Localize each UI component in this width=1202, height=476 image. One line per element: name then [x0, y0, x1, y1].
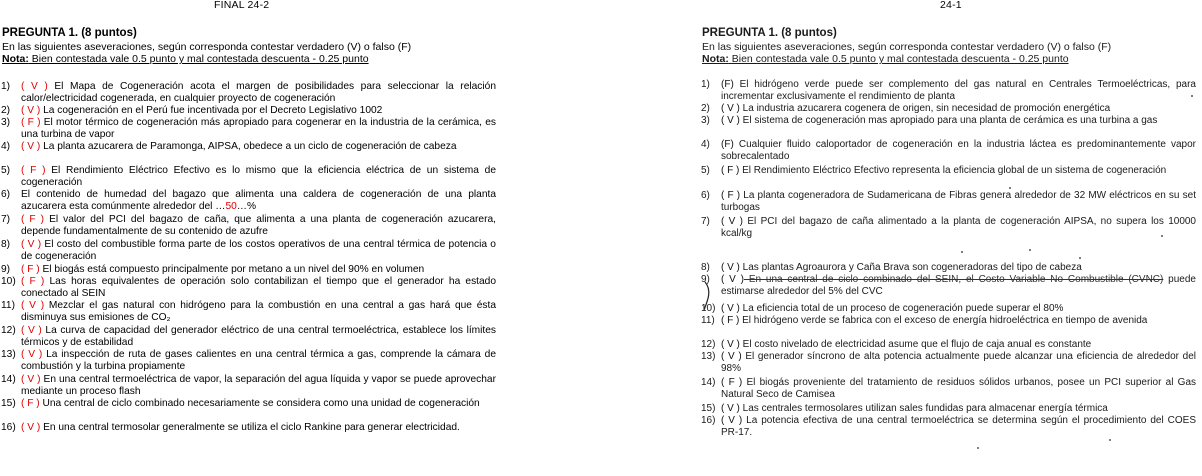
fill-answer: 50	[225, 201, 237, 213]
statement-number: 8)	[701, 262, 710, 273]
answer-mark: ( V )	[721, 262, 740, 273]
answer-mark: ( F )	[721, 377, 743, 388]
statement-text	[721, 262, 1196, 274]
statement-text	[21, 398, 496, 410]
statement-text	[721, 115, 1196, 127]
statement-body: En una central termosolar generalmente se utiliza el ciclo Rankine para generar electricidad.	[40, 422, 460, 433]
statement-number: 15)	[701, 403, 716, 414]
statement-text	[21, 264, 496, 276]
statement-item	[1, 264, 496, 276]
statement-body: El hidrógeno verde puede ser complemento del gas natural en Centrales Termoeléctricas, para incrementar exclusivamente el rendimiento de planta	[721, 79, 1196, 103]
exam-title: 24-1	[940, 0, 962, 11]
statement-item	[1, 189, 496, 214]
statement-number: 3)	[701, 115, 710, 126]
statement-body: El motor térmico de cogeneración más apropiado para cogenerar en la industria de la cerámica, es una turbina de vapor	[21, 117, 496, 141]
statement-text	[721, 190, 1196, 215]
question-title: PREGUNTA 1. (8 puntos)	[702, 27, 837, 39]
statement-text	[721, 165, 1196, 177]
answer-mark: ( F )	[21, 276, 45, 287]
statement-item	[1, 300, 496, 325]
statement-item	[701, 139, 1196, 164]
statement-number: 16)	[701, 415, 716, 426]
statement-body: puede estimarse alrededor del 5% del CVC	[721, 274, 1196, 298]
statement-number: 12)	[701, 339, 716, 350]
fill-suffix: …%	[236, 201, 257, 213]
statement-body: El biogás proveniente del tratamiento de residuos sólidos urbanos, posee un PCI superior al Gas Natural Seco de Camisea	[721, 377, 1197, 401]
statement-body: La cogeneración en el Perú fue incentivada por el Decreto Legislativo 1002	[40, 105, 383, 116]
statement-number: 6)	[701, 190, 710, 201]
statement-item	[1, 349, 496, 374]
statement-item	[1, 239, 496, 264]
statement-body: La eficiencia total de un proceso de cogeneración puede superar el 80%	[739, 303, 1064, 314]
statement-item	[1, 374, 496, 399]
statement-text	[21, 300, 496, 325]
statement-item	[701, 351, 1196, 376]
statement-number: 4)	[701, 139, 710, 150]
statement-body: Una central de ciclo combinado necesariamente se considera como una unidad de cogeneración	[39, 398, 480, 409]
statement-text	[21, 214, 496, 239]
answer-mark: ( F )	[21, 165, 46, 176]
statement-number: 2)	[1, 105, 11, 116]
note-label: Nota:	[702, 53, 729, 65]
statement-item	[701, 79, 1196, 104]
statement-text	[721, 377, 1196, 402]
statement-text	[721, 403, 1196, 415]
answer-mark: ( V )	[21, 141, 41, 152]
statement-number: 11)	[1, 300, 15, 311]
statement-text	[21, 105, 496, 117]
statement-number: 10)	[1, 276, 16, 287]
statement-body: La inspección de ruta de gases calientes en una central térmica a gas, comprende la cámara de combustión y la turbina propiamente	[21, 349, 496, 373]
answer-mark: ( V )	[721, 415, 743, 426]
statement-body: El hidrógeno verde se fabrica con el exceso de energía hidroeléctrica en tiempo de avenida	[739, 315, 1148, 326]
statement-text	[21, 422, 496, 434]
answer-mark: ( V )	[721, 339, 740, 350]
statement-body: El contenido de humedad del bagazo que alimenta una caldera de cogeneración de una planta azucarera esta comúnmente alrededor del …	[21, 189, 496, 213]
statement-body: El PCI del bagazo de caña alimentado a la planta de cogeneración AIPSA, no supera los 10000 kcal/kg	[721, 216, 1196, 240]
statement-item	[1, 325, 496, 350]
statement-body: El Rendimiento Eléctrico Efectivo es lo mismo que la eficiencia eléctrica de un sistema de cogeneración	[21, 165, 497, 189]
answer-mark: ( V )	[721, 115, 740, 126]
statement-text	[21, 325, 496, 350]
statement-item	[1, 422, 496, 434]
answer-mark: ( F )	[721, 165, 740, 176]
statement-item	[701, 190, 1196, 215]
answer-mark: ( V )	[721, 216, 744, 227]
answer-mark: ( V )	[21, 300, 45, 311]
statement-body: El valor del PCI del bagazo de caña, que alimenta a una planta de cogeneración azucarera, depende fundamentalmente de su contenido de azufre	[21, 214, 496, 238]
statement-item	[1, 276, 496, 301]
statement-text	[21, 117, 496, 142]
statement-text	[721, 216, 1196, 241]
statement-text	[21, 349, 496, 374]
statement-number: 4)	[1, 141, 11, 152]
answer-mark: ( F )	[721, 190, 741, 201]
statement-body: La planta cogeneradora de Sudamericana de Fibras genera alrededor de 32 MW eléctricos en su set turbogas	[721, 190, 1197, 214]
statement-number: 14)	[701, 377, 716, 388]
note-label: Nota:	[2, 53, 29, 65]
statement-number: 9)	[1, 264, 11, 275]
statement-body: El Rendimiento Eléctrico Efectivo representa la eficiencia global de un sistema de cogeneración	[739, 165, 1167, 176]
statement-body: El costo del combustible forma parte de los costos operativos de una central térmica de potencia o de cogeneración	[21, 239, 496, 263]
answer-mark: ( V )	[721, 103, 740, 114]
note-text: Bien contestada vale 0.5 punto y mal contestada descuenta - 0.25 punto	[28, 53, 369, 65]
statement-number: 7)	[1, 214, 11, 225]
statement-body: Mezclar el gas natural con hidrógeno para la combustión en una central a gas hará que ésta disminuya sus emisiones de CO₂	[21, 300, 496, 324]
statement-text	[21, 239, 496, 264]
statement-number: 7)	[701, 216, 710, 227]
answer-mark: ( V )	[21, 81, 48, 92]
statement-item	[701, 403, 1196, 415]
statement-number: 8)	[1, 239, 11, 250]
answer-mark: ( V )	[721, 274, 744, 285]
statement-number: 13)	[1, 349, 16, 360]
statement-body: La potencia efectiva de una central termoeléctrica se determina según el procedimiento del COES PR-17.	[721, 415, 1196, 439]
instructions: En las siguientes aseveraciones, según corresponda contestar verdadero (V) o falso (F)	[702, 41, 1112, 53]
statement-body: El generador síncrono de alta potencia actualmente puede alcanzar una eficiencia de alrededor del 98%	[721, 351, 1196, 375]
statement-item	[1, 214, 496, 239]
statement-item	[701, 377, 1196, 402]
answer-mark: ( V )	[21, 374, 41, 385]
statement-item	[701, 216, 1196, 241]
answer-mark: (F)	[721, 139, 734, 150]
answer-mark: ( V )	[721, 303, 740, 314]
statement-text	[21, 165, 496, 190]
statement-text	[21, 81, 496, 106]
statement-item	[701, 103, 1196, 115]
statement-number: 14)	[1, 374, 16, 385]
statement-item	[701, 115, 1196, 127]
statement-number: 5)	[1, 165, 11, 176]
statement-number: 6)	[1, 189, 11, 200]
statement-text	[21, 374, 496, 399]
note-text: Bien contestada vale 0.5 punto y mal contestada descuenta - 0.25 punto	[728, 53, 1069, 65]
statement-body: Las plantas Agroaurora y Caña Brava son cogeneradoras del tipo de cabeza	[739, 262, 1082, 273]
statement-body: El Mapa de Cogeneración acota el margen de posibilidades para seleccionar la relación calor/electricidad cogenerada, en cualquier proyecto de cogeneración	[21, 81, 496, 105]
statement-number: 9)	[701, 274, 710, 285]
statement-body: Las horas equivalentes de operación solo contabilizan el tiempo que el generador ha estado conectado al SEIN	[21, 276, 496, 300]
answer-mark: ( V )	[721, 351, 742, 362]
statement-body: El sistema de cogeneración mas apropiado para una planta de cerámica es una turbina a gas	[739, 115, 1158, 126]
statement-body: La curva de capacidad del generador eléctrico de una central termoeléctrica, establece los límites térmicos y de estabilidad	[21, 325, 496, 349]
answer-mark: ( V )	[21, 239, 42, 250]
exam-title: FINAL 24-2	[214, 0, 270, 11]
statement-number: 1)	[701, 79, 710, 90]
statement-text	[721, 315, 1196, 327]
statement-number: 16)	[1, 422, 16, 433]
statement-body: Cualquier fluido caloportador de cogeneración en la industria láctea es predominantemente vapor sobrecalentado	[721, 139, 1196, 163]
statement-body: La planta azucarera de Paramonga, AIPSA, obedece a un ciclo de cogeneración de cabeza	[40, 141, 457, 152]
statement-number: 11)	[701, 315, 715, 326]
grading-note	[702, 53, 1069, 65]
statement-body: En una central termoeléctrica de vapor, la separación del agua líquida y vapor se puede aprovechar mediante un proceso flash	[21, 374, 496, 398]
statement-number: 2)	[701, 103, 710, 114]
statement-text	[721, 339, 1196, 351]
statement-number: 5)	[701, 165, 710, 176]
answer-mark: ( V )	[21, 325, 42, 336]
statement-item	[701, 315, 1196, 327]
statement-text	[21, 141, 496, 153]
statement-item	[1, 141, 496, 153]
statement-text	[721, 103, 1196, 115]
statement-body: El biogás está compuesto principalmente por metano a un nivel del 90% en volumen	[39, 264, 425, 275]
answer-mark: ( F )	[21, 398, 40, 409]
statement-text	[721, 274, 1196, 299]
answer-mark: ( F )	[21, 214, 45, 225]
answer-mark: ( F )	[21, 117, 41, 128]
statement-item	[701, 262, 1196, 274]
statement-text	[21, 276, 496, 301]
statement-item	[1, 81, 496, 106]
statement-number: 15)	[1, 398, 16, 409]
instructions: En las siguientes aseveraciones, según corresponda contestar verdadero (V) o falso (F)	[2, 41, 412, 53]
statement-number: 1)	[1, 81, 11, 92]
question-title: PREGUNTA 1. (8 puntos)	[2, 27, 137, 39]
statement-item	[701, 339, 1196, 351]
statement-number: 3)	[1, 117, 11, 128]
statement-number: 12)	[1, 325, 16, 336]
statement-text	[721, 303, 1196, 315]
statement-body: El costo nivelado de electricidad asume que el flujo de caja anual es constante	[739, 339, 1092, 350]
statement-number: 10)	[701, 303, 716, 314]
statement-body: La industria azucarera cogenera de origen, sin necesidad de promoción energética	[739, 103, 1111, 114]
statement-text	[721, 79, 1196, 104]
answer-mark: ( V )	[21, 349, 43, 360]
statement-text	[21, 189, 496, 214]
statement-item	[701, 274, 1196, 299]
statement-item	[1, 105, 496, 117]
statement-number: 13)	[701, 351, 716, 362]
statement-item	[701, 165, 1196, 177]
answer-mark: (F)	[721, 79, 734, 90]
statement-item	[701, 415, 1196, 440]
answer-mark: ( V )	[721, 403, 740, 414]
answer-mark: ( F )	[21, 264, 40, 275]
statement-body: Las centrales termosolares utilizan sales fundidas para almacenar energía térmica	[739, 403, 1108, 414]
answer-mark: ( V )	[21, 105, 41, 116]
grading-note	[2, 53, 369, 65]
statement-text	[721, 415, 1196, 440]
statement-item	[1, 398, 496, 410]
statement-item	[701, 303, 1196, 315]
statement-text	[721, 351, 1196, 376]
struck-text: En una central de ciclo combinado del SEIN, el Costo Variable No Combustible (CVNC)	[744, 274, 1164, 285]
answer-mark: ( F )	[721, 315, 740, 326]
statement-text	[721, 139, 1196, 164]
answer-mark: ( V )	[21, 422, 41, 433]
statement-item	[1, 165, 496, 190]
statement-item	[1, 117, 496, 142]
